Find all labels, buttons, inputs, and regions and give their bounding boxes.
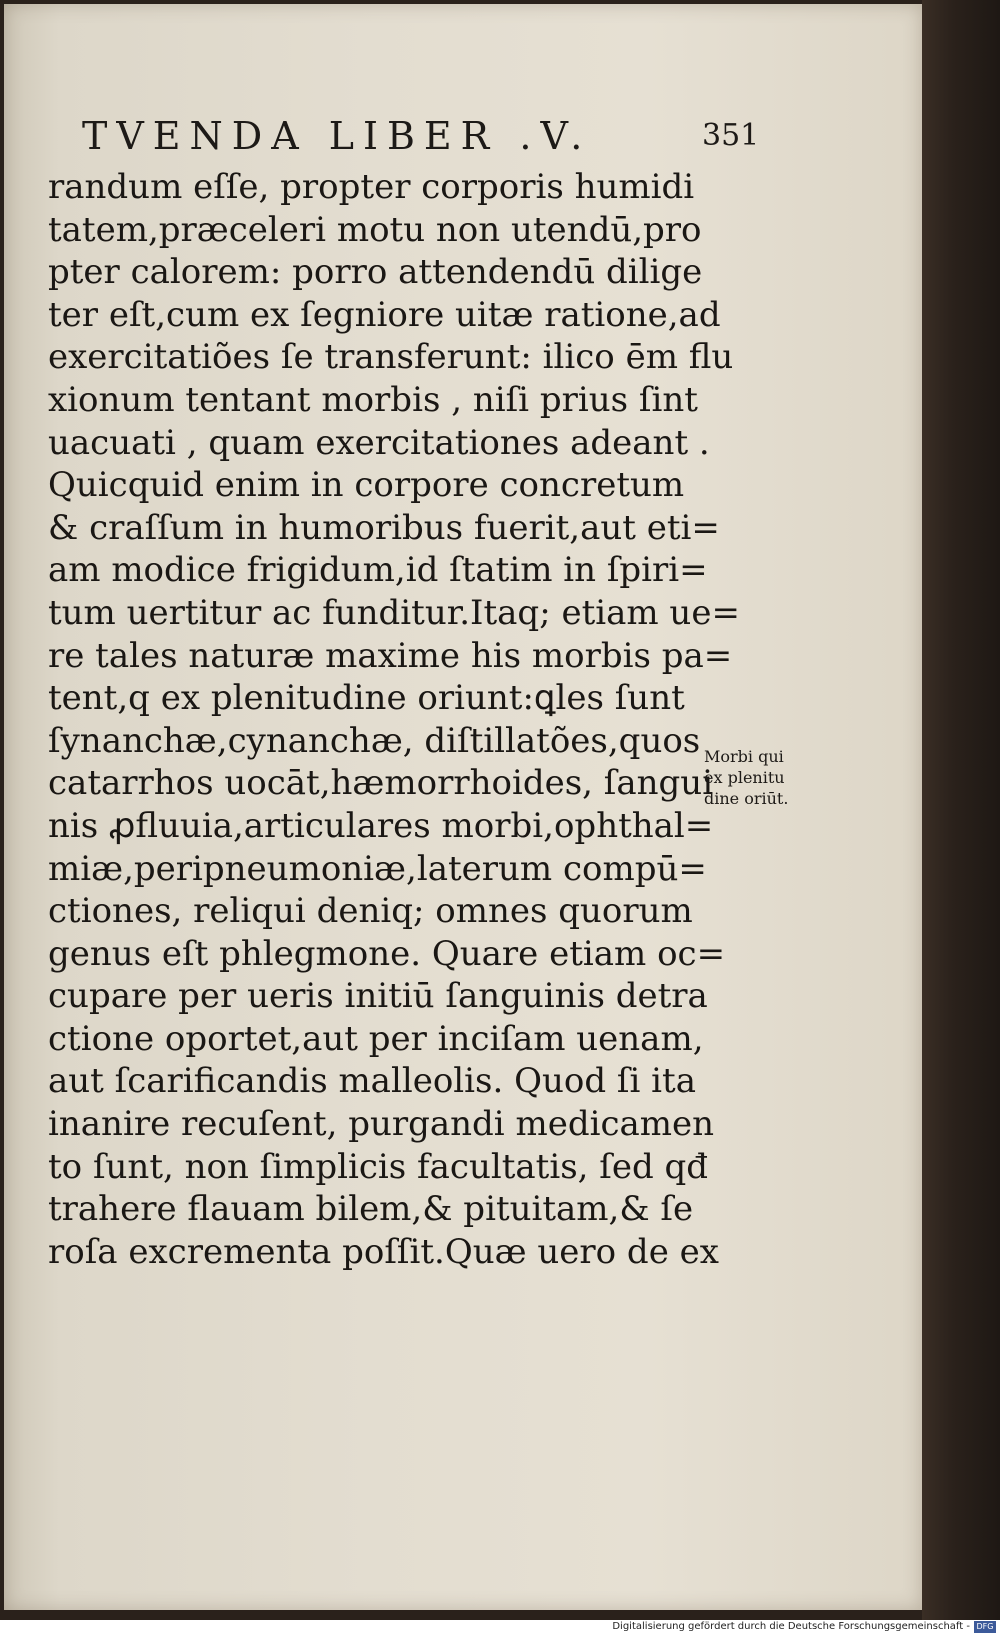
text-line: tum uertitur ac funditur.Itaq; etiam ue= bbox=[48, 592, 740, 633]
marginal-note bbox=[704, 746, 824, 809]
text-line: xionum tentant morbis , niſi prius ſint bbox=[48, 379, 698, 420]
funding-credit: Digitalisierung gefördert durch die Deutsche Forschungsgemeinschaft - bbox=[612, 1621, 970, 1632]
text-line: randum eſſe, propter corporis humidi bbox=[48, 167, 695, 207]
text-line: genus eſt phlegmone. Quare etiam oc= bbox=[48, 933, 726, 974]
text-line: uacuati , quam exercitationes adeant . bbox=[48, 422, 710, 463]
body-text bbox=[48, 166, 740, 1273]
page-number: 351 bbox=[702, 118, 760, 153]
book-fore-edge bbox=[922, 0, 1000, 1620]
text-line: tent,q ex plenitudine oriunt:ꝗles ſunt bbox=[48, 678, 685, 719]
text-line: inanire recuſent, purgandi medicamen bbox=[48, 1104, 715, 1145]
marginal-note-line: ex plenitu bbox=[704, 768, 785, 787]
book-page bbox=[4, 4, 922, 1610]
text-line: to ſunt, non ſimplicis facultatis, ſed qđ bbox=[48, 1146, 709, 1187]
text-line: cupare per ueris initiū ſanguinis detra bbox=[48, 976, 708, 1017]
text-line: aut ſcarificandis malleolis. Quod ſi ita bbox=[48, 1061, 696, 1102]
text-line: miæ,peripneumoniæ,laterum compū= bbox=[48, 848, 707, 889]
text-line: nis ꝓfluuia,articulares morbi,ophthal= bbox=[48, 805, 714, 846]
text-line: roſa excrementa poſſit.Quæ uero de ex bbox=[48, 1231, 719, 1272]
text-line: am modice frigidum,id ſtatim in ſpiri= bbox=[48, 550, 708, 591]
text-line: ſynanchæ,cynanchæ, diſtillatões,quos bbox=[48, 720, 701, 761]
text-line: exercitatiões ſe transferunt: ilico ēm flu bbox=[48, 337, 734, 378]
text-line: catarrhos uocāt,hæmorrhoides, ſangui bbox=[48, 763, 714, 804]
digitization-footer bbox=[0, 1620, 1000, 1635]
text-line: ctiones, reliqui deniq; omnes quorum bbox=[48, 891, 693, 932]
text-line: re tales naturæ maxime his morbis pa= bbox=[48, 635, 733, 676]
text-line: Quicquid enim in corpore concretum bbox=[48, 465, 685, 506]
marginal-note-line: dine oriūt. bbox=[704, 789, 789, 808]
text-line: & craſſum in humoribus fuerit,aut eti= bbox=[48, 507, 720, 548]
text-line: trahere flauam bilem,& pituitam,& ſe bbox=[48, 1189, 694, 1230]
marginal-note-line: Morbi qui bbox=[704, 747, 784, 766]
dfg-logo: DFG bbox=[974, 1621, 996, 1633]
text-line: tatem,præceleri motu non utendū,pro bbox=[48, 209, 702, 250]
page-header bbox=[82, 114, 762, 162]
text-line: ctione oportet,aut per inciſam uenam, bbox=[48, 1018, 704, 1059]
running-head: TVENDA LIBER .V. bbox=[82, 114, 592, 158]
text-line: pter calorem: porro attendendū dilige bbox=[48, 252, 703, 293]
text-line: ter eſt,cum ex ſegniore uitæ ratione,ad bbox=[48, 294, 721, 335]
